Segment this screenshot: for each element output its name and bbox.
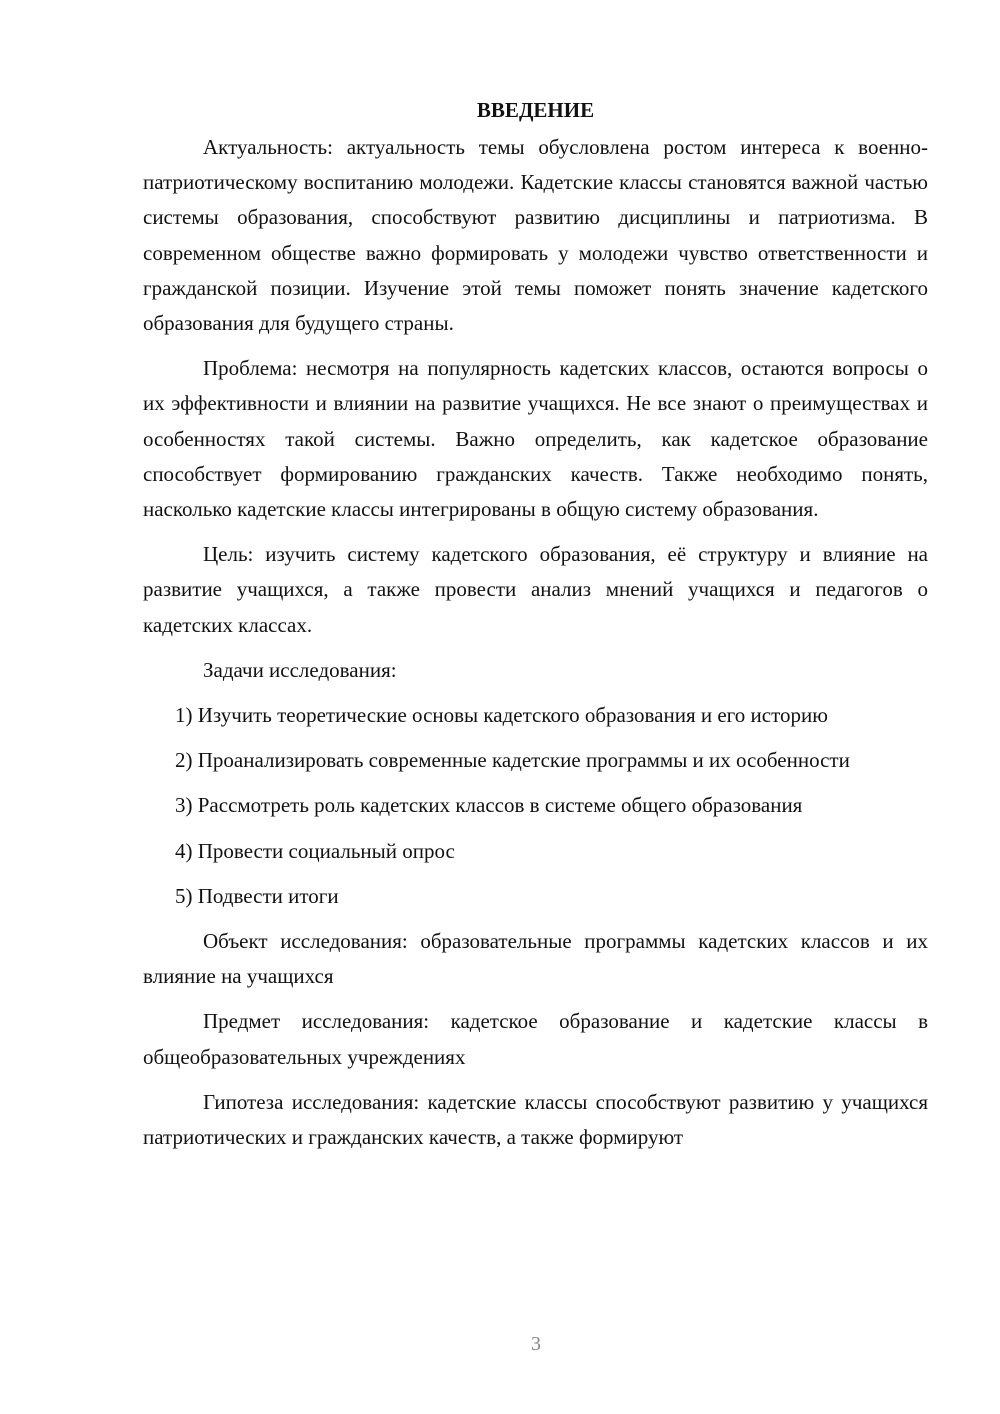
hypothesis-paragraph: Гипотеза исследования: кадетские классы способствуют развитию у учащихся патриотических и гражданских качеств, а также формируют [143, 1089, 928, 1150]
task-item-5: 5) Подвести итоги [175, 883, 339, 908]
goal-paragraph: Цель: изучить систему кадетского образования, её структуру и влияние на развитие учащихся, а также провести анализ мнений учащихся и педагогов о кадетских классах. [143, 542, 928, 637]
task-item-3: 3) Рассмотреть роль кадетских классов в системе общего образования [175, 793, 803, 818]
tasks-title: Задачи исследования: [203, 657, 397, 682]
problem-paragraph: Проблема: несмотря на популярность кадетских классов, остаются вопросы о их эффективности и влиянии на развитие учащихся. Не все знают о преимуществах и особенностях такой системы. Важно определить, как кадетское образование способствует формированию гражданских качеств. Также необходимо понять, насколько кадетские классы интегрированы в общую систему образования. [143, 356, 928, 522]
page-title: ВВЕДЕНИЕ [476, 98, 595, 122]
relevance-paragraph: Актуальность: актуальность темы обусловлена ростом интереса к военно-патриотическому воспитанию молодежи. Кадетские классы становятся важной частью системы образования, способствуют развитию дисциплины и патриотизма. В современном обществе важно формировать у молодежи чувство ответственности и гражданской позиции. Изучение этой темы поможет понять значение кадетского образования для будущего страны. [143, 135, 928, 336]
object-paragraph: Объект исследования: образовательные программы кадетских классов и их влияние на учащихся [143, 929, 928, 989]
task-item-2: 2) Проанализировать современные кадетские программы и их особенности [175, 748, 850, 773]
document-page [143, 92, 928, 1165]
task-item-1: 1) Изучить теоретические основы кадетского образования и его историю [175, 703, 828, 728]
task-item-4: 4) Провести социальный опрос [175, 838, 455, 863]
subject-paragraph: Предмет исследования: кадетское образование и кадетские классы в общеобразовательных учреждениях [143, 1009, 928, 1069]
page-number: 3 [531, 1333, 541, 1355]
